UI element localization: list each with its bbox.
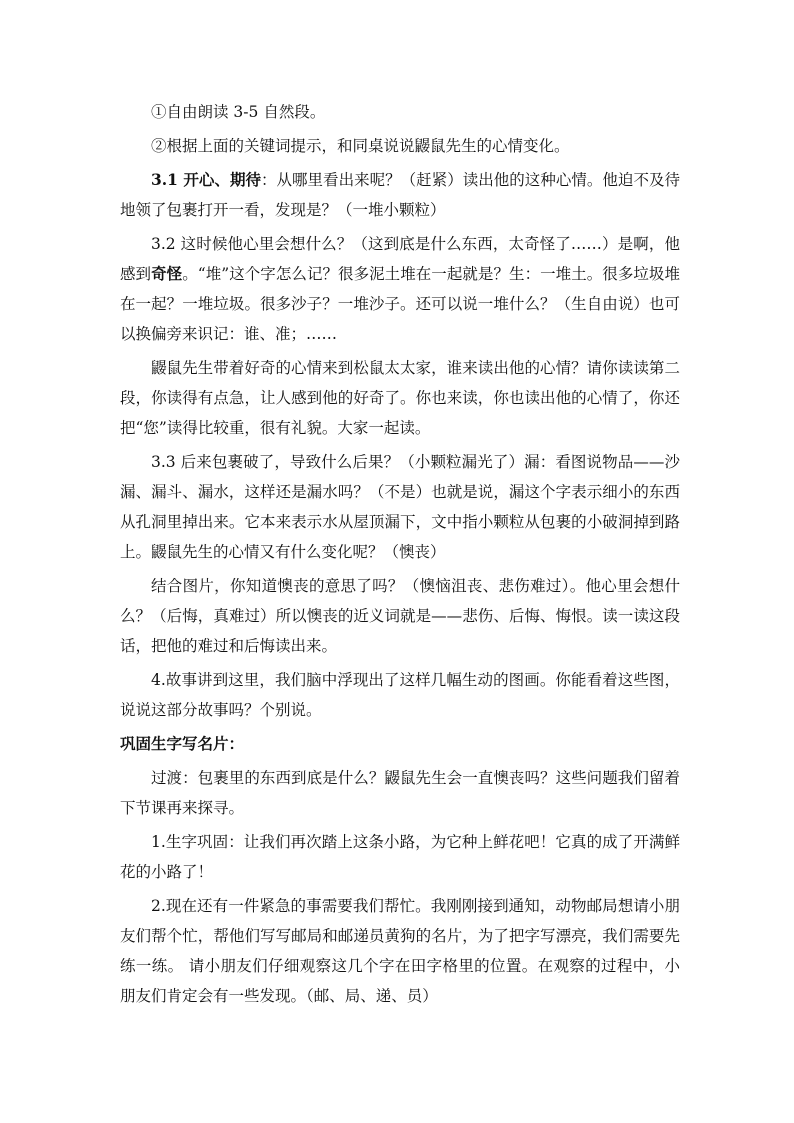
paragraph (120, 827, 680, 887)
bold-text: 巩固生字写名片： (120, 734, 245, 753)
paragraph (120, 665, 680, 725)
text-run: 。“堆”这个字怎么记？很多泥土堆在一起就是？生：一堆土。很多垃圾堆在一起？一堆垃圾。很多沙子？一堆沙子。还可以说一堆什么？（生自由说）也可以换偏旁来识记：谁、准；…… (120, 265, 680, 343)
text-run: ①自由朗读 3-5 自然段。 (151, 103, 326, 121)
text-run: 鼹鼠先生带着好奇的心情来到松鼠太太家，谁来读出他的心情？请你读读第二段，你读得有点急，让人感到他的好奇了。你也来读，你也读出他的心情了，你还把“您”读得比较重，很有礼貌。大家一起读。 (120, 359, 680, 437)
bold-text: 奇怪 (151, 264, 183, 283)
paragraph (120, 229, 680, 349)
paragraph (120, 891, 680, 1011)
paragraph (120, 447, 680, 567)
text-run: 3.2 这时候他心里会想什么？（这到底是什么东西，太奇怪了……）是啊，他感到 (120, 235, 680, 283)
paragraph (120, 571, 680, 661)
paragraph (120, 353, 680, 443)
text-run: 过渡：包裹里的东西到底是什么？鼹鼠先生会一直懊丧吗？这些问题我们留着下节课再来探寻。 (120, 769, 680, 817)
text-run: 3.3 后来包裹破了，导致什么后果？（小颗粒漏光了）漏：看图说物品——沙漏、漏斗、漏水，这样还是漏水吗？（不是）也就是说，漏这个字表示细小的东西从孔洞里掉出来。它本来表示水从屋顶漏下，文中指小颗粒从包裹的小破洞掉到路上。鼹鼠先生的心情又有什么变化呢？（懊丧） (120, 453, 680, 561)
text-run: 2.现在还有一件紧急的事需要我们帮忙。我刚刚接到通知，动物邮局想请小朋友们帮个忙，帮他们写写邮局和邮递员黄狗的名片，为了把字写漂亮，我们需要先练一练。 请小朋友们仔细观察这几个字在田字格里的位置。在观察的过程中，小朋友们肯定会有一些发现。（邮、局、递、员） (120, 897, 680, 1005)
paragraph (120, 165, 680, 225)
text-run: 1.生字巩固：让我们再次踏上这条小路，为它种上鲜花吧！它真的成了开满鲜花的小路了！ (120, 833, 680, 881)
document-body (120, 97, 680, 1011)
paragraph (120, 131, 680, 161)
text-run: ：从哪里看出来呢？（赶紧）读出他的这种心情。他迫不及待地领了包裹打开一看，发现是？（一堆小颗粒） (120, 171, 680, 219)
text-run: ②根据上面的关键词提示，和同桌说说鼹鼠先生的心情变化。 (151, 137, 570, 155)
text-run: 4.故事讲到这里，我们脑中浮现出了这样几幅生动的图画。你能看着这些图，说说这部分故事吗？个别说。 (120, 671, 680, 719)
bold-text: 3.1 开心、期待 (151, 170, 261, 189)
text-run: 结合图片，你知道懊丧的意思了吗？（懊恼沮丧、悲伤难过）。他心里会想什么？（后悔，真难过）所以懊丧的近义词就是——悲伤、后悔、悔恨。读一读这段话，把他的难过和后悔读出来。 (120, 577, 680, 655)
paragraph (120, 97, 680, 127)
paragraph (120, 763, 680, 823)
section-heading (120, 729, 680, 759)
